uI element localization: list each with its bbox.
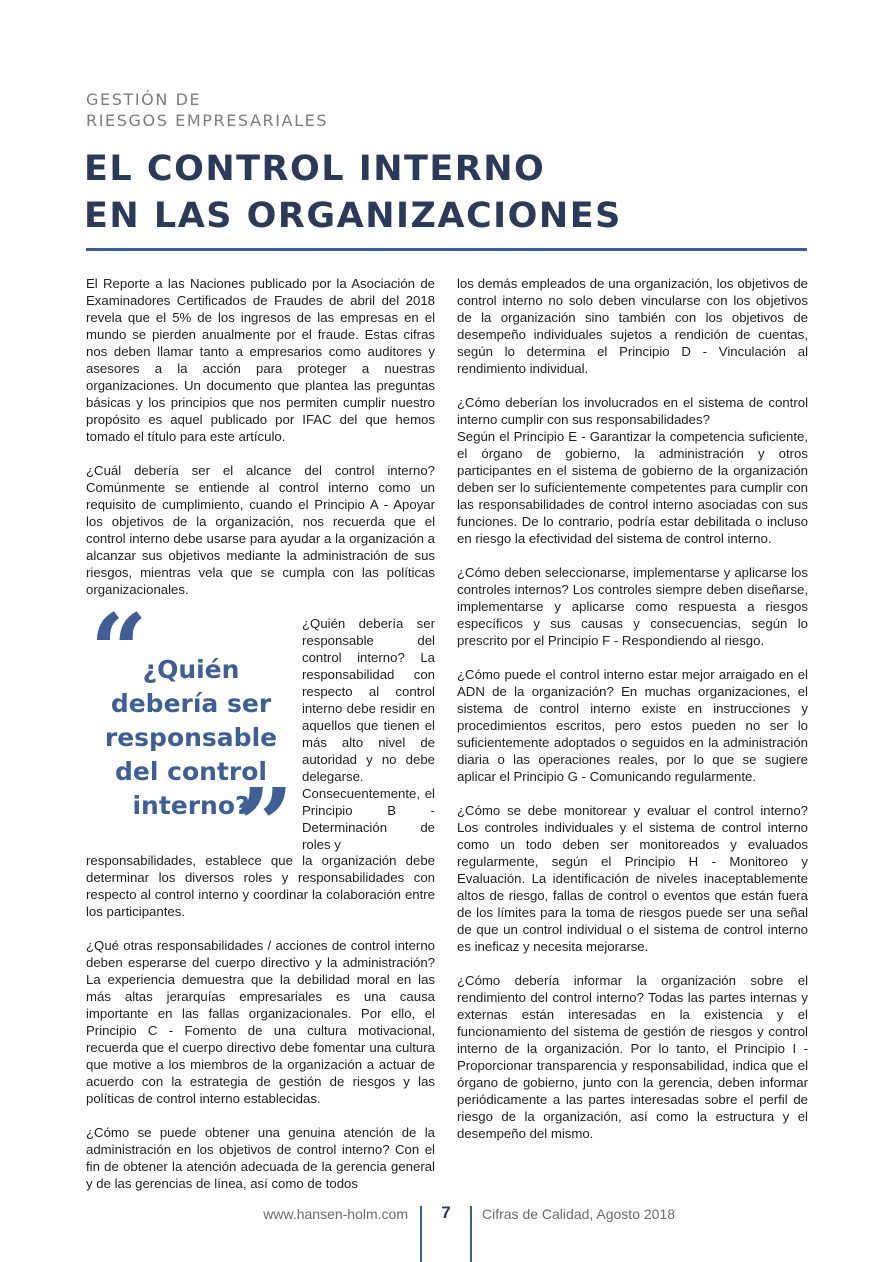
paragraph: Según el Principio E - Garantizar la competencia suficiente, el órgano de gobierno, la administración y otros participantes en el sistema de gobierno de la organización deben ser lo suficientemente competentes para cumplir con las responsabilidades de control interno asociadas con sus funciones. De lo contrario, podría estar debilitada o incluso en riesgo la efectividad del sistema de control interno. [457, 429, 808, 546]
paragraph: ¿Cómo puede el control interno estar mejor arraigado en el ADN de la organización? En muchas organizaciones, el sistema de control interno existe en instrucciones y procedimientos escritos, pero estos pueden no ser lo suficientemente adoptados o seguidos en la administración diaria o las operaciones reales, por lo que se sugiere aplicar el Principio G - Comunicando regularmente. [457, 667, 808, 784]
footer-divider-right [470, 1206, 472, 1262]
left-column [86, 275, 435, 1192]
title-divider [86, 248, 807, 251]
pull-quote [86, 592, 294, 884]
open-quote-icon: “ [90, 592, 148, 710]
paragraph: responsabilidades, establece que la organización debe determinar los diversos roles y responsabilidades con respecto al control interno y coordinar la colaboración entre los participantes. [86, 853, 435, 919]
paragraph: ¿Cómo debería informar la organización sobre el rendimiento del control interno? Todas las partes internas y externas están interesadas en la existencia y el funcionamiento del sistema de gestión de riesgos y control interno de la organización. Por lo tanto, el Principio I - Proporcionar transparencia y responsabilidad, indica que el órgano de gobierno, junto con la gerencia, deben informar periódicamente a las partes interesadas sobre el perfil de riesgo de la organización, así como la estructura y el desempeño del mismo. [457, 973, 808, 1141]
paragraph: ¿Qué otras responsabilidades / acciones de control interno deben esperarse del cuerpo directivo y la administración? La experiencia demuestra que la debilidad moral en las más altas jerarquías empresariales es una causa importante en las fallas organizacionales. Por ello, el Principio C - Fomento de una cultura motivacional, recuerda que el cuerpo directivo debe fomentar una cultura que motive a los miembros de la organización a actuar de acuerdo con la estrategia de gestión de riesgos y las políticas de control interno establecidas. [86, 938, 435, 1106]
right-column [457, 275, 808, 1142]
pull-quote-line: ¿Quién [142, 655, 240, 684]
page-number: 7 [441, 1203, 451, 1222]
paragraph: ¿Cómo se puede obtener una genuina atención de la administración en los objetivos de control interno? Con el fin de obtener la atención adecuada de la gerencia general y de las gerencias de línea, así como de todos [86, 1125, 435, 1191]
pull-quote-section [86, 592, 435, 884]
pull-quote-line: interno? [132, 791, 250, 820]
title-line-1: EL CONTROL INTERNO [84, 149, 546, 189]
pull-quote-line: responsable [104, 723, 278, 752]
paragraph: ¿Cuál debería ser el alcance del control interno? Comúnmente se entiende al control interno como un requisito de cumplimiento, cuando el Principio A - Apoyar los objetivos de la organización, nos recuerda que el control interno debe usarse para ayudar a la organización a alcanzar sus objetivos mediante la administración de sus riesgos, mientras vela que se cumpla con las políticas organizacionales. [86, 463, 435, 597]
footer-website: www.hansen-holm.com [263, 1206, 408, 1222]
paragraph: los demás empleados de una organización, los objetivos de control interno no solo deben vincularse con los objetivos de la organización sino también con los objetivos de desempeño individuales sujetos a rendición de cuentas, según lo determina el Principio D - Vinculación al rendimiento individual. [457, 276, 808, 376]
paragraph: ¿Cómo se debe monitorear y evaluar el control interno? Los controles individuales y el sistema de control interno como un todo deben ser monitoreados y evaluados regularmente, según el Principio H - Monitoreo y Evaluación. La identificación de niveles inaceptablemente altos de riesgo, fallas de control o eventos que están fuera de los límites para la toma de riesgos puede ser una señal de que un control individual o el sistema de control interno es ineficaz y necesita mejorarse. [457, 803, 808, 954]
footer-publication: Cifras de Calidad, Agosto 2018 [482, 1206, 676, 1222]
paragraph: El Reporte a las Naciones publicado por la Asociación de Examinadores Certificados de Fraudes de abril del 2018 revela que el 5% de los ingresos de las empresas en el mundo se pierden anualmente por el fraude. Estas cifras nos deben llamar tanto a empresarios como auditores y asesores a la acción para proteger a nuestras organizaciones. Un documento que plantea las preguntas básicas y los principios que nos permiten cumplir nuestro propósito es aquel publicado por IFAC del que hemos tomado el título para este artículo. [86, 276, 435, 444]
kicker-line-1: GESTIÓN DE [86, 90, 202, 109]
paragraph: ¿Cómo deben seleccionarse, implementarse y aplicarse los controles internos? Los controles siempre deben diseñarse, implementarse y aplicarse como respuesta a riesgos específicos y sus causas y consecuencias, según lo prescrito por el Principio F - Respondiendo al riesgo. [457, 565, 808, 648]
pull-quote-line: del control [115, 757, 267, 786]
pull-quote-line: debería ser [110, 689, 272, 718]
kicker-line-2: RIESGOS EMPRESARIALES [86, 111, 329, 130]
title-line-2: EN LAS ORGANIZACIONES [84, 196, 622, 236]
paragraph-beside-quote: ¿Quién debería ser responsable del control interno? La responsabilidad con respecto al control interno debe residir en aquellos que tienen el más alto nivel de autoridad y no debe delegarse. Consecuentemente, el Principio B - Determinación de roles y [302, 616, 435, 852]
close-quote-icon: ” [236, 766, 294, 884]
article-title [84, 146, 824, 240]
paragraph: ¿Cómo deberían los involucrados en el sistema de control interno cumplir con sus responsabilidades? [457, 395, 808, 427]
section-kicker [86, 89, 506, 131]
